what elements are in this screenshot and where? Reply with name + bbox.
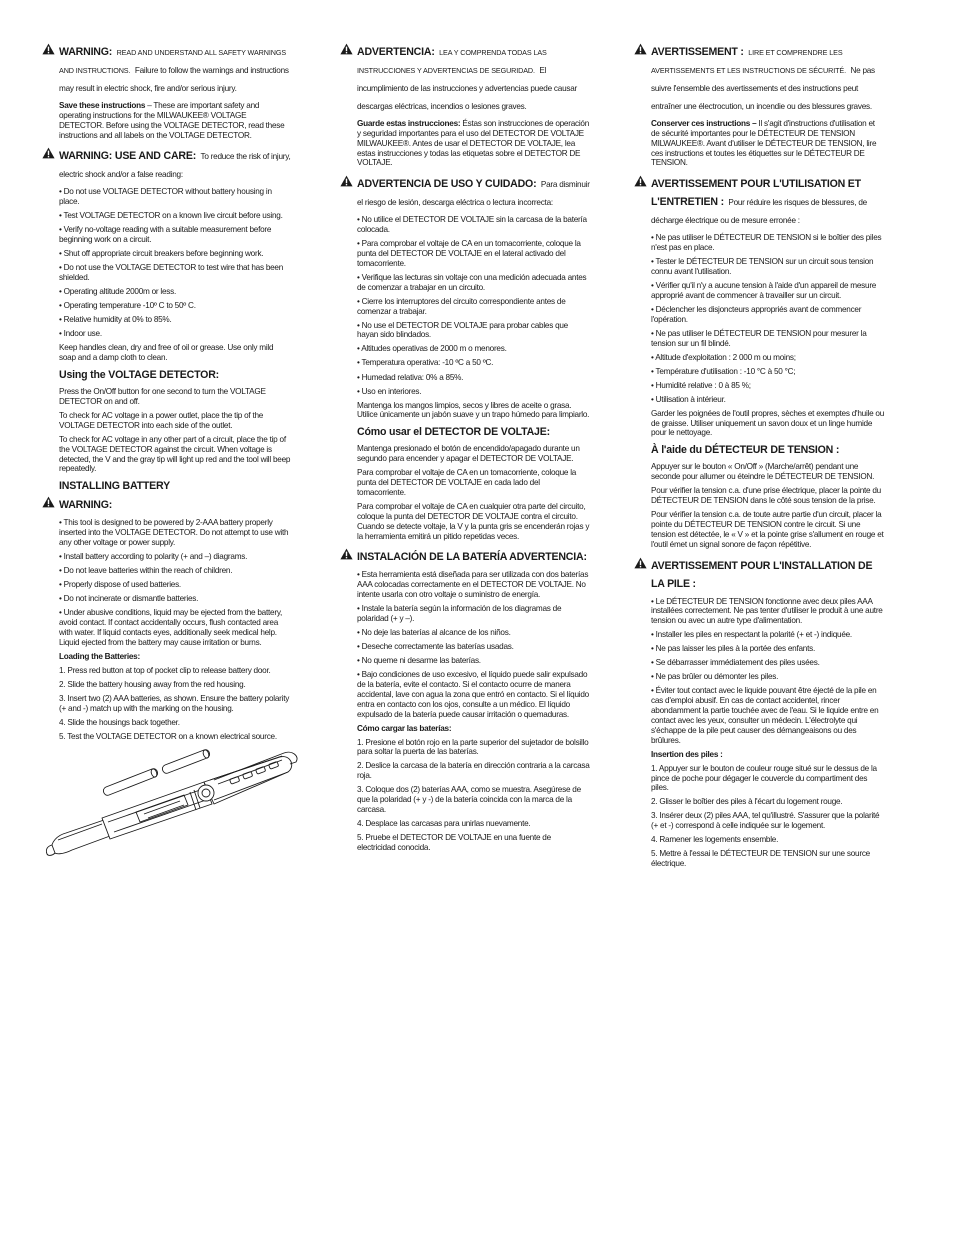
list-item: • No utilice el DETECTOR DE VOLTAJE sin la carcasa de la batería colocada. xyxy=(357,215,587,235)
warning-triangle-icon xyxy=(634,175,647,187)
english-column xyxy=(42,40,292,746)
step-item: 1. Presione el botón rojo en la parte superior del sujetador de bolsillo para soltar la puerta de las baterías. xyxy=(357,737,589,757)
warning-triangle-icon xyxy=(634,43,647,55)
list-item: • Instale la batería según la información de los diagramas de polaridad (+ y –). xyxy=(357,604,562,624)
warning-triangle-icon xyxy=(340,43,353,55)
spanish-column xyxy=(340,40,590,857)
installing-title: INSTALACIÓN DE LA BATERÍA ADVERTENCIA: xyxy=(357,551,587,564)
list-item: • Humidité relative : 0 à 85 %; xyxy=(651,380,751,390)
use-care-header xyxy=(634,174,884,228)
save-instructions: Conserver ces instructions – Il s'agit d'instructions d'utilisation et de sécurité importantes pour le DÉTECTEUR DE TENSION MILWAUKEE®. Avant d'utiliser le DÉTECTEUR DE TENSION, lire ces instructions et toutes les étiquettes sur le DÉTECTEUR DE TENSION. xyxy=(651,119,877,168)
warning-triangle-icon xyxy=(42,496,55,508)
keep-clean-text: Mantenga los mangos limpios, secos y libres de aceite o grasa. Utilice únicamente un jabón suave y un trapo húmedo para limpiarlo. xyxy=(357,400,590,420)
save-instructions: Save these instructions – These are important safety and operating instructions for the MILWAUKEE® VOLTAGE DETECTOR. Before using the VOLTAGE DETECTOR, read these instructions and all labels on the VOLTAGE DETECTOR. xyxy=(59,101,285,140)
warning-title: WARNING: xyxy=(59,46,113,58)
installing-title: INSTALLING BATTERY xyxy=(59,480,170,493)
use-care-title: ADVERTENCIA DE USO Y CUIDADO: xyxy=(357,178,537,191)
list-item: • Properly dispose of used batteries. xyxy=(59,580,181,590)
paragraph: Para comprobar el voltaje de CA en un tomacorriente, coloque la punta del DETECTOR DE VOLTAJE en cada lado del tomacorriente. xyxy=(357,468,577,498)
list-item: • Bajo condiciones de uso excesivo, el líquido puede salir expulsado de la batería, evite el contacto. Si el contacto ocurre de manera accidental, lave con agua la zona que entró en contacto. Si el líquido entra en contacto con los ojos, consulte a un médico. El líquido expulsado de la batería puede causar irritación o quemaduras. xyxy=(357,670,589,719)
warning-body: Failure to follow the warnings and instructions may result in electric shock, fire and/or serious injury. xyxy=(59,66,289,93)
list-item: • Verifique las lecturas sin voltaje con una medición adecuada antes de comenzar a trabajar en un circuito. xyxy=(357,272,587,292)
installing-title: AVERTISSEMENT POUR L'INSTALLATION DE LA PILE : xyxy=(651,559,873,590)
step-item: 2. Deslice la carcasa de la batería en dirección contraria a la carcasa roja. xyxy=(357,761,590,781)
list-item: • Humedad relativa: 0% a 85%. xyxy=(357,372,464,382)
list-item: • Ne pas brûler ou démonter les piles. xyxy=(651,672,779,682)
list-item: • Uso en interiores. xyxy=(357,386,422,396)
list-item: • Tester le DÉTECTEUR DE TENSION sur un circuit sous tension connu avant l'utilisation. xyxy=(651,257,874,276)
list-item: • Utilisation à intérieur. xyxy=(651,394,726,404)
step-item: 5. Pruebe el DETECTOR DE VOLTAJE en una fuente de electricidad conocida. xyxy=(357,833,551,852)
list-item: • Do not incinerate or dismantle batteries. xyxy=(59,594,199,604)
list-item: • No queme ni desarme las baterías. xyxy=(357,656,481,666)
step-item: 5. Mettre à l'essai le DÉTECTEUR DE TENSION sur une source électrique. xyxy=(651,849,870,869)
step-item: 5. Test the VOLTAGE DETECTOR on a known electrical source. xyxy=(59,731,277,741)
step-item: 2. Glisser le boîtier des piles à l'écart du logement rouge. xyxy=(651,797,843,807)
list-item: • Ne pas laisser les piles à la portée des enfants. xyxy=(651,644,815,654)
step-item: 3. Insérer deux (2) piles AAA, tel qu'illustré. S'assurer que la polarité (+ et -) correspond à celle indiquée sur le logement. xyxy=(651,811,880,831)
warning-triangle-icon xyxy=(42,43,55,55)
loading-title: Loading the Batteries: xyxy=(59,651,140,661)
warning-header xyxy=(634,42,884,114)
list-item: • Operating temperature -10º C to 50º C. xyxy=(59,301,196,311)
paragraph: Appuyer sur le bouton « On/Off » (Marche/arrêt) pendant une seconde pour allumer ou éteindre le DÉTECTEUR DE TENSION. xyxy=(651,462,875,482)
list-item: • Température d'utilisation : -10 °C à 50 °C; xyxy=(651,366,796,376)
list-item: • Altitude d'exploitation : 2 000 m ou moins; xyxy=(651,352,796,362)
list-item: • Ne pas utiliser le DÉTECTEUR DE TENSION pour mesurer la tension sur un fil blindé. xyxy=(651,328,867,348)
warning-title: ADVERTENCIA: xyxy=(357,46,435,58)
step-item: 4. Ramener les logements ensemble. xyxy=(651,835,779,845)
list-item: • Operating altitude 2000m or less. xyxy=(59,287,176,297)
save-instructions: Guarde estas instrucciones: Éstas son instrucciones de operación y seguridad importantes para el uso del DETECTOR DE VOLTAJE MILWAUKEE®. Antes de usar el DETECTOR DE VOLTAJE, lea estas instrucciones y todas las etiquetas sobre el DETECTOR DE VOLTAJE. xyxy=(357,119,590,168)
list-item: • Installer les piles en respectant la polarité (+ et -) indiquée. xyxy=(651,630,852,640)
warning-header xyxy=(42,42,292,96)
installing-warning-title: WARNING: xyxy=(59,499,113,512)
paragraph: Press the On/Off button for one second to turn the VOLTAGE DETECTOR on and off. xyxy=(59,387,266,406)
warning-caps: READ AND UNDERSTAND ALL SAFETY WARNINGS AND INSTRUCTIONS. xyxy=(59,48,287,75)
keep-clean-text: Garder les poignées de l'outil propres, sèches et exemptes d'huile ou de graisse. Utiliser uniquement un savon doux et un linge humide pour le nettoyage. xyxy=(651,408,885,438)
loading-title: Cómo cargar las baterías: xyxy=(357,723,452,733)
step-item: 3. Coloque dos (2) baterías AAA, como se muestra. Asegúrese de que la polaridad (+ y -) de la batería coincida con la marca de la carcasa. xyxy=(357,785,581,815)
warning-title: AVERTISSEMENT : xyxy=(651,46,744,58)
list-item: • No use el DETECTOR DE VOLTAJE para probar cables que hayan sido blindados. xyxy=(357,320,568,340)
list-item: • Esta herramienta está diseñada para ser utilizada con dos baterías AAA colocadas correctamente en el DETECTOR DE VOLTAJE. No intente usarla con otro voltaje o suministro de energía. xyxy=(357,570,589,600)
keep-clean-text: Keep handles clean, dry and free of oil or grease. Use only mild soap and a damp cloth to clean. xyxy=(59,343,274,363)
step-item: 4. Desplace las carcasas para unirlas nuevamente. xyxy=(357,819,531,829)
warning-triangle-icon xyxy=(634,557,647,569)
french-column xyxy=(634,40,884,873)
list-item: • Ne pas utiliser le DÉTECTEUR DE TENSION si le boîtier des piles n'est pas en place. xyxy=(651,233,882,253)
list-item: • Indoor use. xyxy=(59,329,102,339)
list-item: • Déclencher les disjoncteurs appropriés avant de commencer l'opération. xyxy=(651,304,862,324)
installing-warning-header xyxy=(42,495,292,513)
list-item: • Temperatura operativa: -10 ºC a 50 ºC. xyxy=(357,358,494,368)
list-item: • Under abusive conditions, liquid may be ejected from the battery, avoid contact. If contact accidentally occurs, flush contacted area with water. If liquid contacts eyes, additionally seek medical help. Liquid ejected from the battery may cause irritation or burns. xyxy=(59,608,283,647)
using-title: Cómo usar el DETECTOR DE VOLTAJE: xyxy=(357,426,550,439)
list-item: • Éviter tout contact avec le liquide pouvant être éjecté de la pile en cas d'emploi abusif. En cas de contact accidentel, rincer abondamment la partie touchée avec de l'eau. Si le liquide entre en contact avec les yeux, consulter un médecin. L'électrolyte qui s'échappe de la pile peut causer des démangeaisons ou des brûlures. xyxy=(651,686,879,745)
use-care-body: Para disminuir el riesgo de lesión, descarga eléctrica o lectura incorrecta: xyxy=(357,180,590,208)
use-care-header xyxy=(340,174,590,210)
use-care-body: Pour réduire les risques de blessures, de décharge électrique ou de mesure erronée : xyxy=(651,198,867,226)
list-item: • This tool is designed to be powered by 2-AAA battery properly inserted into the VOLTAGE DETECTOR. Do not attempt to use with any other voltage or power supply. xyxy=(59,518,289,548)
step-item: 1. Appuyer sur le bouton de couleur rouge situé sur le dessus de la pince de poche pour dégager le couvercle du compartiment des piles. xyxy=(651,763,877,793)
step-item: 1. Press red button at top of pocket clip to release battery door. xyxy=(59,665,271,675)
list-item: • Se débarrasser immédiatement des piles usées. xyxy=(651,658,820,668)
use-care-title: AVERTISSEMENT POUR L'UTILISATION ET L'ENTRETIEN : xyxy=(651,178,861,209)
list-item: • Deseche correctamente las baterías usadas. xyxy=(357,642,514,652)
list-item: • Do not use VOLTAGE DETECTOR without battery housing in place. xyxy=(59,187,272,207)
list-item: • Do not leave batteries within the reach of children. xyxy=(59,566,233,576)
loading-title: Insertion des piles : xyxy=(651,749,723,759)
warning-body: Ne pas suivre l'ensemble des avertissements et des instructions peut entraîner une électrocution, un incendie ou des blessures graves. xyxy=(651,66,875,111)
list-item: • Shut off appropriate circuit breakers before beginning work. xyxy=(59,249,264,259)
list-item: • No deje las baterías al alcance de los niños. xyxy=(357,628,511,638)
list-item: • Para comprobar el voltaje de CA en un tomacorriente, coloque la punta del DETECTOR DE VOLTAJE en el lateral activado del tomacorriente. xyxy=(357,239,581,268)
using-title: À l'aide du DÉTECTEUR DE TENSION : xyxy=(651,444,840,457)
warning-body: El incumplimiento de las instrucciones y advertencias puede causar descargas eléctricas, incendios o lesiones graves. xyxy=(357,66,577,111)
warning-caps: LIRE ET COMPRENDRE LES AVERTISSEMENTS ET LES INSTRUCTIONS DE SÉCURITÉ. xyxy=(651,48,846,75)
warning-triangle-icon xyxy=(42,147,55,159)
installing-warning-header xyxy=(340,547,590,565)
paragraph: To check for AC voltage in any other part of a circuit, place the tip of the VOLTAGE DETECTOR against the circuit. When voltage is detected, the V and the gray tip will light up red and the tool will beep repeatedly. xyxy=(59,434,291,474)
warning-triangle-icon xyxy=(340,548,353,560)
paragraph: Pour vérifier la tension c.a. de toute autre partie d'un circuit, placer la pointe du DÉTECTEUR DE TENSION contre le circuit. Si une tension est détectée, le « V » et la pointe grise s'allument en rouge et l'outil émet un signal sonore de façon répétitive. xyxy=(651,510,884,549)
list-item: • Relative humidity at 0% to 85%. xyxy=(59,315,172,325)
list-item: • Le DÉTECTEUR DE TENSION fonctionne avec deux piles AAA installées correctement. Ne pas tenter d'utiliser le produit à une autre tension ou avec un autre type d'alimentation. xyxy=(651,596,883,626)
warning-header xyxy=(340,42,590,114)
step-item: 2. Slide the battery housing away from the red housing. xyxy=(59,679,246,689)
list-item: • Test VOLTAGE DETECTOR on a known live circuit before using. xyxy=(59,211,283,221)
list-item: • Cierre los interruptores del circuito correspondiente antes de comenzar a trabajar. xyxy=(357,296,566,316)
list-item: • Altitudes operativas de 2000 m o menores. xyxy=(357,344,507,354)
list-item: • Install battery according to polarity (+ and –) diagrams. xyxy=(59,552,248,562)
warning-triangle-icon xyxy=(340,175,353,187)
use-care-header xyxy=(42,146,292,182)
step-item: 4. Slide the housings back together. xyxy=(59,717,180,727)
list-item: • Do not use the VOLTAGE DETECTOR to test wire that has been shielded. xyxy=(59,263,284,283)
list-item: • Vérifier qu'il n'y a aucune tension à l'aide d'un appareil de mesure approprié avant de commencer à travailler sur un circuit. xyxy=(651,280,877,300)
paragraph: Mantenga presionado el botón de encendido/apagado durante un segundo para encender y apagar el DETECTOR DE VOLTAJE. xyxy=(357,444,580,464)
use-care-title: WARNING: USE AND CARE: xyxy=(59,150,197,163)
step-item: 3. Insert two (2) AAA batteries, as shown. Ensure the battery polarity (+ and -) match up with the marking on the housing. xyxy=(59,693,290,713)
voltage-detector-illustration xyxy=(44,738,306,860)
use-care-body: To reduce the risk of injury, electric shock and/or a false reading: xyxy=(59,152,291,180)
paragraph: To check for AC voltage in a power outlet, place the tip of the VOLTAGE DETECTOR into each side of the outlet. xyxy=(59,410,264,430)
warning-caps: LEA Y COMPRENDA TODAS LAS INSTRUCCIONES Y ADVERTENCIAS DE SEGURIDAD. xyxy=(357,48,547,75)
paragraph: Para comprobar el voltaje de CA en cualquier otra parte del circuito, coloque la punta del DETECTOR DE VOLTAJE contra el circuito. Cuando se detecte voltaje, la V y la punta gris se encenderán rojas y la herramienta emitirá un pitido repetidas veces. xyxy=(357,502,590,541)
list-item: • Verify no-voltage reading with a suitable measurement before beginning work on a circuit. xyxy=(59,225,272,245)
using-title: Using the VOLTAGE DETECTOR: xyxy=(59,368,219,381)
paragraph: Pour vérifier la tension c.a. d'une prise électrique, placer la pointe du DÉTECTEUR DE TENSION dans le côté sous tension de la prise. xyxy=(651,486,881,506)
installing-warning-header xyxy=(634,556,884,592)
